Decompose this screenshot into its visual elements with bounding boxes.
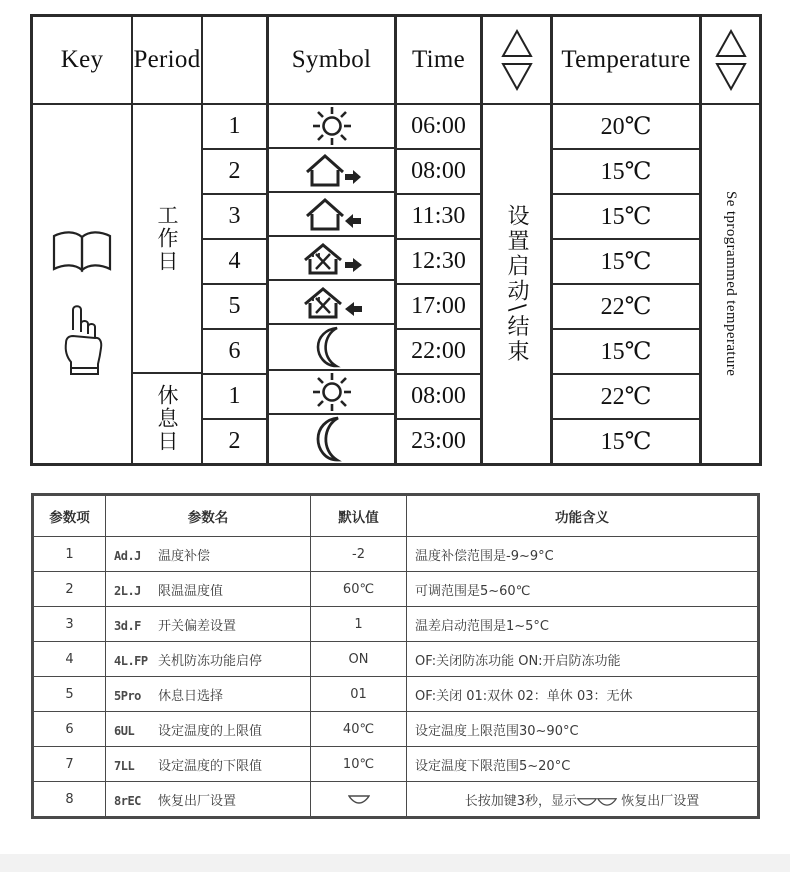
table-row: 22:00 <box>397 330 480 375</box>
temp-side-label: Se tprogrammed temperature <box>723 191 739 377</box>
param-name <box>106 712 311 747</box>
house-leave-icon <box>301 150 363 190</box>
param-desc: 温差启动范围是1~5°C <box>407 607 758 642</box>
param-label: 关机防冻功能启停 <box>158 653 263 669</box>
symbol-cell <box>269 415 394 463</box>
param-desc-prefix: 长按加键3秒，显示 <box>464 793 578 809</box>
param-item: 2 <box>34 572 106 607</box>
table-row: 06:00 <box>397 105 480 150</box>
bottom-strip <box>0 854 790 872</box>
symbol-cell <box>269 105 394 149</box>
column-temperature <box>553 17 702 463</box>
param-item: 7 <box>34 747 106 782</box>
param-label: 开关偏差设置 <box>158 618 237 634</box>
table-row: 4 <box>203 240 266 285</box>
table-row: 22℃ <box>553 285 699 330</box>
symbol-body <box>269 105 394 463</box>
schedule-table <box>30 14 762 466</box>
param-label: 限温温度值 <box>158 583 224 599</box>
param-desc-suffix: 恢复出厂设置 <box>621 793 700 809</box>
symbol-cell <box>269 237 394 281</box>
param-default: 01 <box>311 677 407 712</box>
param-item: 1 <box>34 537 106 572</box>
header-temperature: Temperature <box>553 17 699 105</box>
header-time: Time <box>397 17 480 105</box>
column-key <box>33 17 133 463</box>
param-default <box>311 782 407 817</box>
param-name <box>106 642 311 677</box>
header-default-value: 默认值 <box>311 496 407 537</box>
table-row <box>34 747 758 782</box>
meal-return-icon <box>299 282 365 322</box>
column-symbol <box>269 17 397 463</box>
param-desc: 温度补偿范围是-9~9°C <box>407 537 758 572</box>
param-code: 8rEC <box>114 793 141 808</box>
param-desc: 设定温度上限范围30~90°C <box>407 712 758 747</box>
param-name <box>106 537 311 572</box>
param-code: 2L.J <box>114 583 141 598</box>
param-item: 4 <box>34 642 106 677</box>
period-group-workday: 工作日 <box>133 105 201 374</box>
param-code: 5Pro <box>114 688 141 703</box>
moon-icon <box>315 325 349 369</box>
table-row: 22℃ <box>553 375 699 420</box>
param-code: 7LL <box>114 758 135 773</box>
param-item: 5 <box>34 677 106 712</box>
table-row: 23:00 <box>411 428 466 454</box>
period-group-restday: 休息日 <box>155 384 179 453</box>
symbol-cell <box>269 371 394 415</box>
table-row: 20℃ <box>553 105 699 150</box>
up-down-triangle-icon[interactable] <box>714 27 748 93</box>
table-row: 1 <box>203 105 266 150</box>
param-label: 恢复出厂设置 <box>158 793 237 809</box>
moon-icon <box>315 415 349 463</box>
table-row <box>34 642 758 677</box>
bowl-glyph-icon <box>597 796 617 807</box>
param-label: 设定温度的上限值 <box>158 723 263 739</box>
param-name <box>106 572 311 607</box>
param-label: 休息日选择 <box>158 688 224 704</box>
table-row: 5 <box>203 285 266 330</box>
column-period-group <box>133 17 203 463</box>
header-param-item: 参数项 <box>34 496 106 537</box>
header-symbol: Symbol <box>269 17 394 105</box>
table-row: 3 <box>203 195 266 240</box>
column-period-number <box>203 17 269 463</box>
bowl-glyph-icon <box>348 793 370 805</box>
meal-leave-icon <box>299 238 365 278</box>
param-name <box>106 747 311 782</box>
param-item: 3 <box>34 607 106 642</box>
time-body <box>397 105 480 463</box>
table-row: 2 <box>228 428 241 454</box>
parameter-table-header-row <box>34 496 758 537</box>
param-item: 6 <box>34 712 106 747</box>
time-side-label-body <box>483 105 550 463</box>
pointing-hand-icon <box>56 300 108 378</box>
column-temperature-adjust <box>702 17 759 463</box>
param-default: 60℃ <box>311 572 407 607</box>
open-book-icon <box>51 230 113 274</box>
symbol-cell <box>269 325 394 371</box>
table-row: 08:00 <box>397 375 480 420</box>
param-code: 4L.FP <box>114 653 148 668</box>
period-number-body <box>203 105 266 463</box>
column-time <box>397 17 483 463</box>
param-desc: OF:关闭 01:双休 02：单休 03：无休 <box>407 677 758 712</box>
param-default: 10℃ <box>311 747 407 782</box>
table-row: 17:00 <box>397 285 480 330</box>
sun-icon <box>309 106 355 146</box>
header-period-number-spacer <box>203 17 266 105</box>
symbol-cell <box>269 193 394 237</box>
column-time-adjust <box>483 17 553 463</box>
param-code: 6UL <box>114 723 135 738</box>
bowl-glyph-icon <box>577 796 597 807</box>
temp-side-label-body <box>702 105 759 463</box>
param-desc <box>407 782 758 817</box>
header-param-name: 参数名 <box>106 496 311 537</box>
time-adjust-header <box>483 17 550 105</box>
table-row <box>34 677 758 712</box>
table-row: 15℃ <box>553 240 699 285</box>
table-row: 1 <box>203 375 266 420</box>
table-row: 11:30 <box>397 195 480 240</box>
table-row: 08:00 <box>397 150 480 195</box>
param-default: -2 <box>311 537 407 572</box>
param-default: 40℃ <box>311 712 407 747</box>
table-row <box>34 607 758 642</box>
param-label: 温度补偿 <box>158 548 211 564</box>
param-label: 设定温度的下限值 <box>158 758 263 774</box>
key-icons-cell <box>33 105 131 463</box>
param-default: ON <box>311 642 407 677</box>
param-name <box>106 677 311 712</box>
table-row: 12:30 <box>397 240 480 285</box>
param-code: Ad.J <box>114 548 141 563</box>
param-name <box>106 607 311 642</box>
temp-adjust-header <box>702 17 759 105</box>
param-desc: OF:关闭防冻功能 ON:开启防冻功能 <box>407 642 758 677</box>
param-default: 1 <box>311 607 407 642</box>
table-row <box>34 782 758 817</box>
symbol-cell <box>269 281 394 325</box>
table-row <box>34 712 758 747</box>
up-down-triangle-icon[interactable] <box>500 27 534 93</box>
param-name <box>106 782 311 817</box>
temperature-body <box>553 105 699 463</box>
param-code: 3d.F <box>114 618 141 633</box>
period-group-body <box>133 105 201 463</box>
param-desc: 设定温度下限范围5~20°C <box>407 747 758 782</box>
table-row: 6 <box>203 330 266 375</box>
house-return-icon <box>301 194 363 234</box>
header-period: Period <box>133 17 201 105</box>
param-item: 8 <box>34 782 106 817</box>
table-row <box>34 572 758 607</box>
table-row: 15℃ <box>553 330 699 375</box>
parameter-table <box>31 493 760 819</box>
header-key: Key <box>33 17 131 105</box>
header-function-desc: 功能含义 <box>407 496 758 537</box>
sun-icon <box>309 372 355 412</box>
param-desc: 可调范围是5~60℃ <box>407 572 758 607</box>
table-row: 15℃ <box>553 150 699 195</box>
symbol-cell <box>269 149 394 193</box>
table-row <box>34 537 758 572</box>
table-row: 2 <box>203 150 266 195</box>
table-row: 15℃ <box>553 195 699 240</box>
time-side-label: 设置启动\结束 <box>504 203 529 365</box>
table-row: 15℃ <box>600 429 652 455</box>
